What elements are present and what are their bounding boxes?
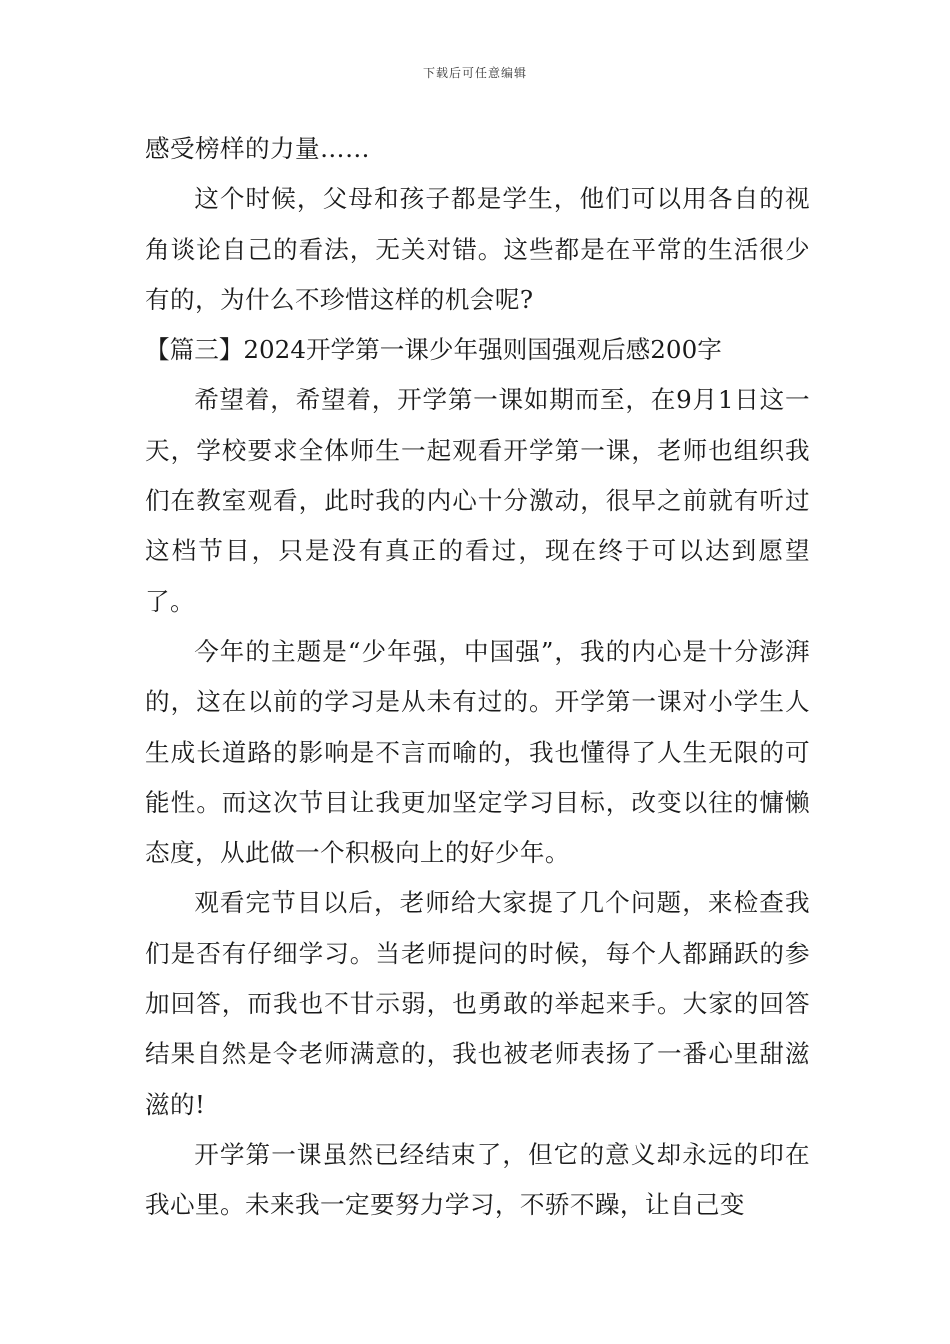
- paragraph: 今年的主题是“少年强，中国强”，我的内心是十分澎湃的，这在以前的学习是从未有过的。开学第一课对小学生人生成长道路的影响是不言而喻的，我也懂得了人生无限的可能性。而这次节目让我更加坚定学习目标，改变以往的慵懒态度，从此做一个积极向上的好少年。: [145, 636, 810, 868]
- paragraph: 观看完节目以后，老师给大家提了几个问题，来检查我们是否有仔细学习。当老师提问的时候，每个人都踊跃的参加回答，而我也不甘示弱，也勇敢的举起来手。大家的回答结果自然是令老师满意的，我也被老师表扬了一番心里甜滋滋的!: [145, 888, 810, 1119]
- document-body: [145, 124, 810, 1231]
- paragraph: 希望着，希望着，开学第一课如期而至，在9月1日这一天，学校要求全体师生一起观看开学第一课，老师也组织我们在教室观看，此时我的内心十分激动，很早之前就有听过这档节目，只是没有真正的看过，现在终于可以达到愿望了。: [145, 385, 810, 616]
- paragraph: 这个时候，父母和孩子都是学生，他们可以用各自的视角谈论自己的看法，无关对错。这些都是在平常的生活很少有的，为什么不珍惜这样的机会呢?: [145, 184, 810, 314]
- section-heading: 【篇三】2024开学第一课少年强则国强观后感200字: [145, 335, 722, 365]
- page-header: 下载后可任意编辑: [422, 66, 527, 80]
- paragraph: 开学第一课虽然已经结束了，但它的意义却永远的印在我心里。未来我一定要努力学习，不骄不躁，让自己变: [145, 1139, 810, 1220]
- paragraph-continuation: 感受榜样的力量……: [145, 134, 370, 163]
